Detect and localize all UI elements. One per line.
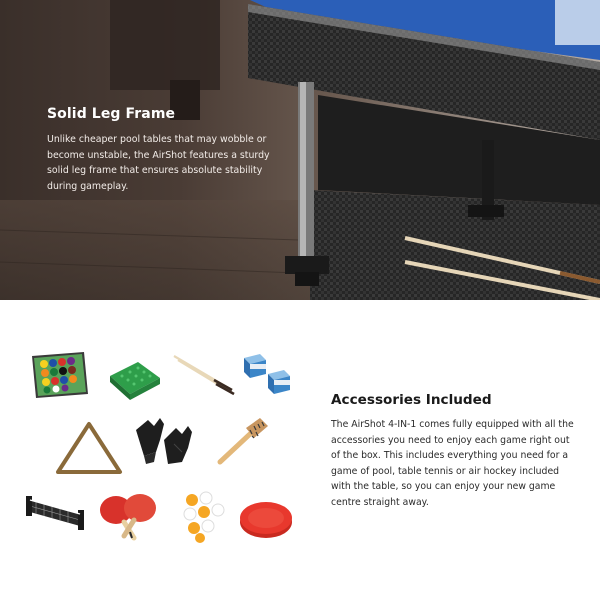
triangle-rack-icon	[54, 418, 124, 478]
accessory-item	[130, 412, 200, 472]
air-hockey-pucks-icon	[234, 490, 304, 550]
chalk-cubes-icon	[234, 346, 304, 406]
table-brush-icon	[206, 412, 276, 472]
accessories-title: Accessories Included	[331, 392, 492, 408]
accessories-grid	[20, 340, 300, 560]
pool-cues-icon	[170, 346, 240, 406]
cloth-brush-pad-icon	[98, 346, 168, 406]
accessories-section	[0, 300, 600, 600]
hero-description: Unlike cheaper pool tables that may wobble or become unstable, the AirShot features a sturdy solid leg frame that ensures absolute stability during gameplay.	[47, 134, 270, 192]
ping-pong-balls-icon	[170, 486, 240, 546]
accessory-item	[98, 346, 168, 406]
hero-title: Solid Leg Frame	[47, 106, 176, 122]
accessory-item	[234, 490, 304, 550]
pool-balls-icon	[26, 346, 96, 406]
accessories-copy	[331, 392, 581, 511]
ping-pong-net-icon	[22, 486, 92, 546]
accessory-item	[234, 346, 304, 406]
pool-gloves-icon	[130, 412, 200, 472]
accessory-item	[206, 412, 276, 472]
accessory-item	[170, 486, 240, 546]
accessories-description: The AirShot 4-IN-1 comes fully equipped with all the accessories you need to enjoy each game right out of the box. This includes everything you need for a game of pool, table tennis or air hockey included with the table, so you can enjoy your new game centre straight away.	[331, 419, 574, 508]
accessory-item	[54, 418, 124, 478]
ping-pong-paddles-icon	[94, 488, 164, 548]
accessory-item	[26, 346, 96, 406]
hero-copy	[47, 106, 277, 194]
accessory-item	[170, 346, 240, 406]
accessory-item	[94, 488, 164, 548]
accessory-item	[22, 486, 92, 546]
